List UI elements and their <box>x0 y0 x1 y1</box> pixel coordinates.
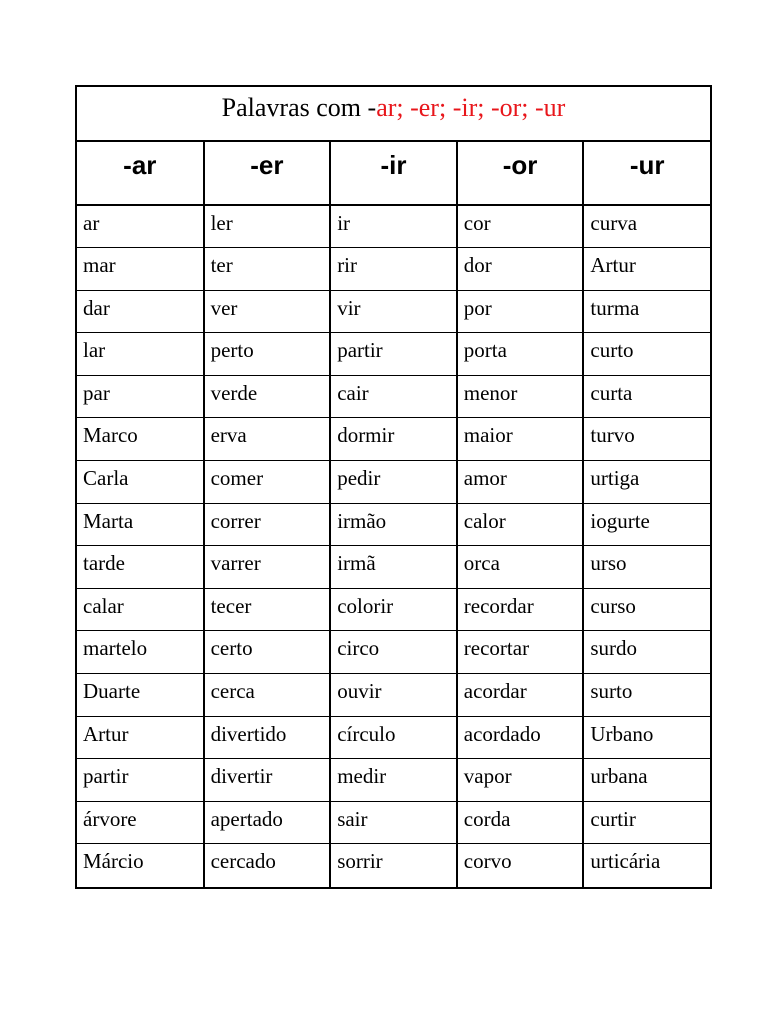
word-cell-ur: Urbano <box>583 716 710 759</box>
word-cell-er: tecer <box>204 588 331 631</box>
word-cell-er: ter <box>204 248 331 291</box>
word-cell-or: acordado <box>457 716 584 759</box>
word-cell-er: cerca <box>204 674 331 717</box>
word-cell-or: recordar <box>457 588 584 631</box>
header-er: -er <box>204 142 331 205</box>
word-cell-ur: surdo <box>583 631 710 674</box>
word-cell-ar: lar <box>77 333 204 376</box>
title-highlight: ar; -er; -ir; -or; -ur <box>376 93 566 122</box>
table-row <box>77 588 710 631</box>
word-cell-ur: turvo <box>583 418 710 461</box>
word-cell-ur: curto <box>583 333 710 376</box>
table-row <box>77 375 710 418</box>
word-cell-ir: pedir <box>330 461 457 504</box>
header-ur: -ur <box>583 142 710 205</box>
word-cell-or: porta <box>457 333 584 376</box>
word-cell-or: corda <box>457 801 584 844</box>
word-cell-er: divertir <box>204 759 331 802</box>
word-cell-ar: Artur <box>77 716 204 759</box>
word-cell-er: comer <box>204 461 331 504</box>
word-cell-er: ver <box>204 290 331 333</box>
word-table <box>77 142 710 887</box>
table-row <box>77 503 710 546</box>
title-prefix: Palavras com - <box>221 93 377 122</box>
table-row <box>77 546 710 589</box>
word-cell-er: verde <box>204 375 331 418</box>
word-cell-ar: Márcio <box>77 844 204 887</box>
word-cell-ir: dormir <box>330 418 457 461</box>
word-cell-ur: urso <box>583 546 710 589</box>
word-cell-ir: medir <box>330 759 457 802</box>
word-cell-er: divertido <box>204 716 331 759</box>
table-row <box>77 759 710 802</box>
table-body <box>77 205 710 887</box>
word-cell-or: orca <box>457 546 584 589</box>
word-cell-ar: Duarte <box>77 674 204 717</box>
word-cell-ar: ar <box>77 205 204 248</box>
word-cell-ar: Marco <box>77 418 204 461</box>
word-cell-ir: irmã <box>330 546 457 589</box>
word-cell-ir: circo <box>330 631 457 674</box>
word-cell-er: correr <box>204 503 331 546</box>
word-cell-ar: martelo <box>77 631 204 674</box>
table-row <box>77 248 710 291</box>
word-cell-ur: urticária <box>590 849 661 874</box>
word-cell-ur: surto <box>583 674 710 717</box>
word-cell-ur: iogurte <box>583 503 710 546</box>
table-row <box>77 290 710 333</box>
table-row <box>77 333 710 376</box>
word-cell-ar: par <box>77 375 204 418</box>
word-cell-ur: urtiga <box>583 461 710 504</box>
word-cell-ar: partir <box>77 759 204 802</box>
header-ar: -ar <box>77 142 204 205</box>
table-row <box>77 631 710 674</box>
table-row <box>77 801 710 844</box>
word-cell-ur: Artur <box>583 248 710 291</box>
table-row <box>77 716 710 759</box>
word-cell-er: varrer <box>204 546 331 589</box>
word-cell-or: recortar <box>457 631 584 674</box>
word-cell-ar: mar <box>77 248 204 291</box>
word-cell-er: ler <box>204 205 331 248</box>
word-cell-ur: urbana <box>583 759 710 802</box>
word-cell-ar: Marta <box>77 503 204 546</box>
word-cell-ar: árvore <box>77 801 204 844</box>
word-cell-ir: irmão <box>330 503 457 546</box>
word-cell-or: acordar <box>457 674 584 717</box>
word-cell-ir: partir <box>330 333 457 376</box>
word-cell-er: certo <box>204 631 331 674</box>
word-cell-ar: dar <box>77 290 204 333</box>
table-row <box>77 418 710 461</box>
table-row <box>77 461 710 504</box>
word-cell-ar: calar <box>77 588 204 631</box>
word-cell-or: por <box>457 290 584 333</box>
word-cell-ur: curtir <box>583 801 710 844</box>
word-cell-or: dor <box>457 248 584 291</box>
page-title <box>77 87 710 142</box>
word-cell-ur: turma <box>583 290 710 333</box>
word-cell-or: corvo <box>457 844 584 887</box>
word-cell-ir: sorrir <box>330 844 457 887</box>
table-row <box>77 844 710 887</box>
word-cell-er: perto <box>204 333 331 376</box>
word-cell-or: calor <box>457 503 584 546</box>
header-or: -or <box>457 142 584 205</box>
word-cell-ur: curva <box>583 205 710 248</box>
word-table-sheet <box>75 85 712 889</box>
word-cell-er: cercado <box>204 844 331 887</box>
word-cell-ir: rir <box>330 248 457 291</box>
word-cell-ir: cair <box>330 375 457 418</box>
word-cell-or: menor <box>457 375 584 418</box>
word-cell-er: apertado <box>204 801 331 844</box>
word-cell-or: cor <box>457 205 584 248</box>
table-row <box>77 674 710 717</box>
header-ir: -ir <box>330 142 457 205</box>
word-cell-ar: tarde <box>77 546 204 589</box>
word-cell-ur: curta <box>583 375 710 418</box>
header-row <box>77 142 710 205</box>
word-cell-ir: ouvir <box>330 674 457 717</box>
word-cell-or: vapor <box>457 759 584 802</box>
word-cell-or: amor <box>457 461 584 504</box>
word-cell-ir: vir <box>330 290 457 333</box>
word-cell-er: erva <box>204 418 331 461</box>
table-row <box>77 205 710 248</box>
word-cell-ar: Carla <box>77 461 204 504</box>
word-cell-ir: círculo <box>330 716 457 759</box>
word-cell-ur: curso <box>583 588 710 631</box>
word-cell-ir: sair <box>330 801 457 844</box>
word-cell-ir: ir <box>330 205 457 248</box>
word-cell-or: maior <box>457 418 584 461</box>
word-cell-ir: colorir <box>330 588 457 631</box>
